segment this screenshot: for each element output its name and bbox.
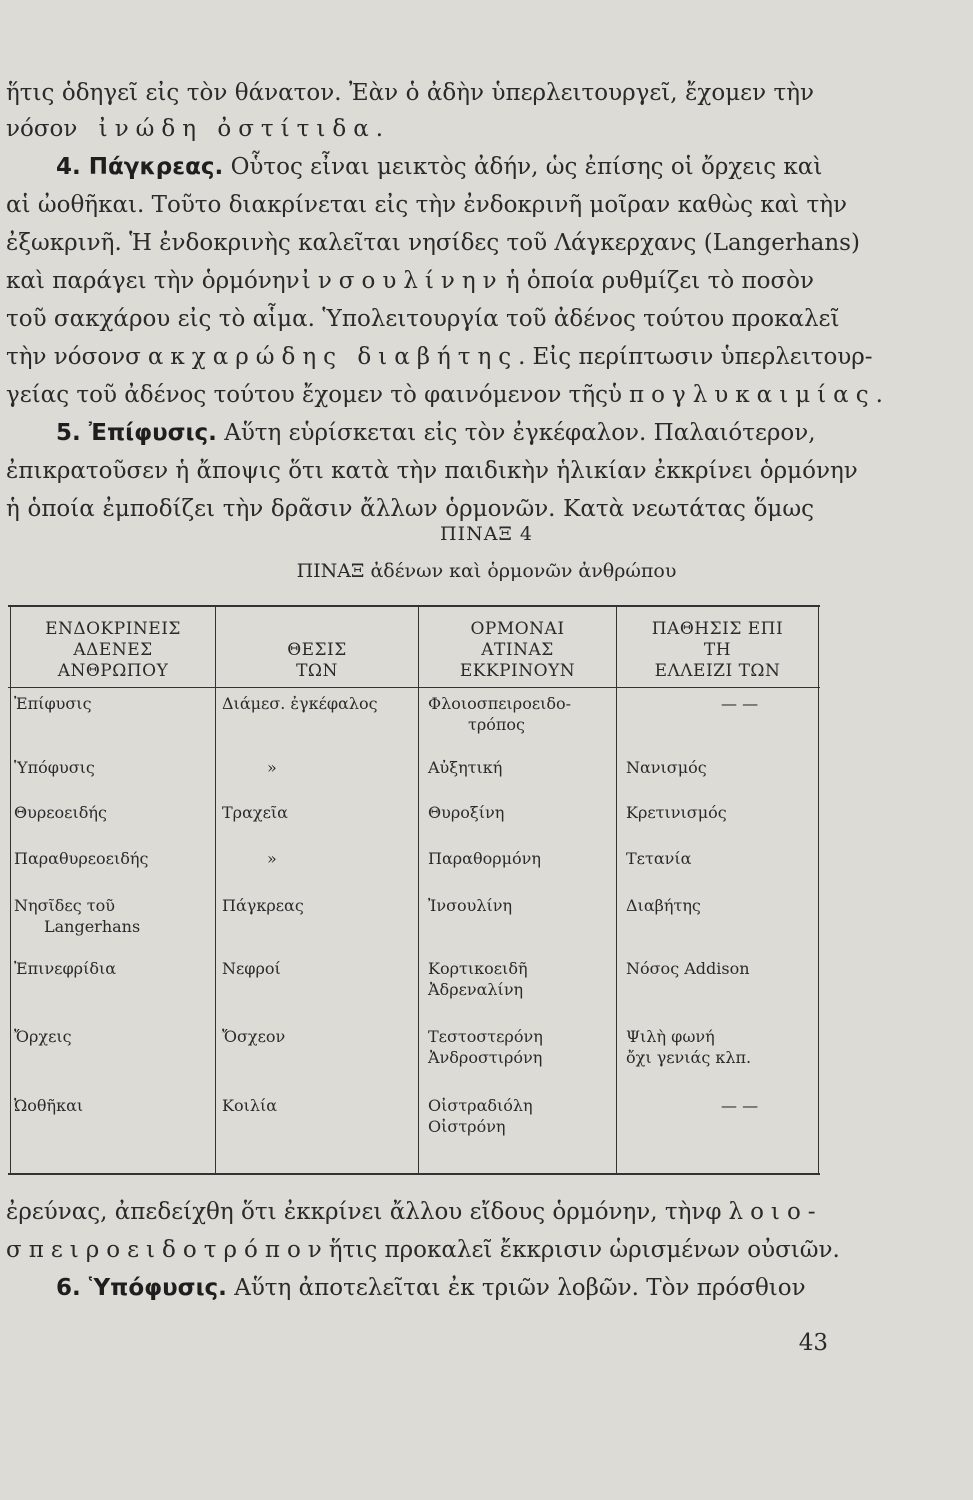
spaced-term: ἰνσουλίνην (301, 268, 504, 294)
cell-text: Φλοιοσπειροειδο- (428, 694, 572, 713)
table-caption-number: ΠΙΝΑΞ 4 (440, 523, 533, 545)
header-text: ΘΕΣΙΣ (287, 640, 347, 660)
section-heading-5: 5. Ἐπίφυσις. (56, 420, 217, 446)
table-cell (428, 757, 502, 778)
table-caption-title: ΠΙΝΑΞ ἀδένων καὶ ὁρμονῶν ἀνθρώπου (296, 560, 677, 582)
table-cell (14, 693, 92, 714)
header-text: ΕΝΔΟΚΡΙΝΕΙΣ (45, 619, 181, 639)
text-line-5: ἐξωκρινῆ. Ἡ ἐνδοκρινὴς καλεῖται νησίδες τοῦ Λάγκερχανς (Langerhans) (6, 230, 860, 256)
text-fragment: ἐρεύνας, ἀπεδείχθη ὅτι ἐκκρίνει ἄλλου εἴδους ὁρμόνην, τὴν (6, 1199, 706, 1225)
page-number: 43 (798, 1330, 828, 1356)
table-cell (14, 802, 107, 823)
header-glands (11, 619, 215, 682)
header-text: ΑΝΘΡΩΠΟΥ (57, 661, 169, 681)
text-line-9 (6, 378, 890, 412)
table-cell (428, 1095, 533, 1137)
cell-text: Θυροξίνη (428, 803, 505, 822)
text-line-1: ἥτις ὁδηγεῖ εἰς τὸν θάνατον. Ἐὰν ὁ ἀδὴν ὑπερλειτουργεῖ, ἔχομεν τὴν (6, 80, 814, 106)
table-cell (428, 848, 541, 869)
table-cell (428, 895, 512, 916)
cell-text: Κορτικοειδῆ (428, 959, 528, 978)
cell-text: Νεφροί (222, 959, 281, 978)
header-text: ΑΤΙΝΑΣ (481, 640, 554, 660)
cell-text: Τραχεῖα (222, 803, 288, 822)
cell-text: Οἰστρόνη (428, 1117, 506, 1136)
text-line-14 (6, 1233, 840, 1267)
text-line-6 (6, 264, 814, 298)
table-column-rule (418, 605, 419, 1175)
text-fragment: Εἰς περίπτωσιν ὑπερλειτουρ- (532, 344, 873, 370)
table-cell (428, 958, 528, 1000)
header-disorders (617, 619, 818, 682)
table-top-rule (8, 605, 820, 607)
table-cell (626, 895, 701, 916)
cell-text: — — (721, 694, 759, 713)
table-cell (14, 848, 148, 869)
text-line-15 (6, 1271, 814, 1305)
text-fragment: ἡ ὁποία ρυθμίζει τὸ ποσὸν (505, 268, 814, 294)
cell-text: ὄχι γενιάς κλπ. (626, 1048, 752, 1067)
text-line-13 (6, 1195, 823, 1229)
table-cell (14, 958, 116, 979)
cell-text: Τεστοστερόνη (428, 1027, 543, 1046)
cell-text: Παραθυρεοειδής (14, 849, 149, 868)
table-cell (14, 757, 95, 778)
cell-text: Διαβήτης (626, 896, 701, 915)
table-cell (626, 757, 707, 778)
text-line-3 (6, 150, 823, 184)
table-cell (14, 895, 140, 937)
section-heading-4: 4. Πάγκρεας. (56, 154, 224, 180)
text-fragment: νόσον (6, 116, 78, 142)
text-fragment: καὶ παράγει τὴν ὁρμόνην (6, 268, 300, 294)
cell-text: Ὄρχεις (14, 1027, 72, 1046)
cell-text: Οἰστραδιόλη (428, 1096, 533, 1115)
text-fragment: ἥτις προκαλεῖ ἔκκρισιν ὡρισμένων οὐσιῶν. (328, 1237, 840, 1263)
text-line-2 (6, 112, 814, 146)
header-text: ΕΛΛΕΙΖΙ ΤΩΝ (654, 661, 781, 681)
table-cell (222, 895, 304, 916)
header-text: ΟΡΜΟΝΑΙ (470, 619, 565, 639)
table-cell (428, 693, 571, 735)
text-line-12: ἡ ὁποία ἐμποδίζει τὴν δρᾶσιν ἄλλων ὁρμονῶν. Κατὰ νεωτάτας ὅμως (6, 496, 814, 522)
table-header-rule (8, 687, 820, 688)
text-fragment: Οὗτος εἶναι μεικτὸς ἀδήν, ὡς ἐπίσης οἱ ὄρχεις καὶ (230, 154, 823, 180)
table-cell (267, 757, 277, 778)
text-line-11: ἐπικρατοῦσεν ἡ ἄποψις ὅτι κατὰ τὴν παιδικὴν ἡλικίαν ἐκκρίνει ὁρμόνην (6, 458, 858, 484)
cell-text: Ψιλὴ φωνή (626, 1027, 715, 1046)
spaced-term: σακχαρώδης διαβήτης. (125, 344, 533, 370)
cell-text: Παραθορμόνη (428, 849, 541, 868)
table-cell (222, 958, 281, 979)
table-right-rule (818, 605, 819, 1175)
table-cell (222, 1095, 277, 1116)
spaced-term: ὑπογλυκαιμίας. (608, 382, 890, 408)
cell-text: Langerhans (44, 917, 141, 936)
cell-text: Πάγκρεας (222, 896, 304, 915)
table-cell (626, 848, 691, 869)
text-fragment: Αὕτη ἀποτελεῖται ἐκ τριῶν λοβῶν. Τὸν πρόσθιον (234, 1275, 806, 1301)
glands-hormones-table (8, 605, 820, 1175)
table-cell (14, 1095, 83, 1116)
text-line-10 (6, 416, 814, 450)
spaced-term: φλοιο- (705, 1199, 823, 1225)
table-cell (626, 802, 727, 823)
spaced-term: ἰνώδη ὀστίτιδα. (98, 116, 391, 142)
table-cell (428, 802, 504, 823)
cell-text: Ἀδρεναλίνη (428, 980, 524, 999)
table-cell (267, 848, 277, 869)
cell-text: Ἐπίφυσις (14, 694, 92, 713)
cell-text: Ἀνδροστιρόνη (428, 1048, 543, 1067)
table-cell (626, 958, 750, 979)
table-cell (721, 1095, 758, 1116)
header-location (216, 640, 418, 682)
table-cell (626, 1026, 751, 1068)
header-hormones (419, 619, 616, 682)
cell-text: — — (721, 1096, 759, 1115)
cell-text: » (267, 849, 277, 868)
table-bottom-rule (8, 1173, 820, 1175)
cell-text: τρόπος (468, 715, 525, 734)
header-text: ΕΚΚΡΙΝΟΥΝ (459, 661, 576, 681)
cell-text: Θυρεοειδής (14, 803, 107, 822)
cell-text: Νανισμός (626, 758, 707, 777)
cell-text: Νησῖδες τοῦ (14, 896, 115, 915)
cell-text: Διάμεσ. ἐγκέφαλος (222, 694, 378, 713)
table-cell (222, 693, 378, 714)
table-cell (222, 802, 288, 823)
cell-text: Νόσος Addison (626, 959, 750, 978)
cell-text: Αὐξητική (428, 758, 503, 777)
cell-text: Ἐπινεφρίδια (14, 959, 117, 978)
cell-text: Ὠοθῆκαι (14, 1096, 84, 1115)
text-fragment: τὴν νόσον (6, 344, 126, 370)
table-cell (721, 693, 758, 714)
cell-text: Ἰνσουλίνη (428, 896, 513, 915)
header-text: ΤΗ (703, 640, 732, 660)
text-line-4: αἱ ὠοθῆκαι. Τοῦτο διακρίνεται εἰς τὴν ἐνδοκρινῆ μοῖραν καθὼς καὶ τὴν (6, 192, 847, 218)
text-line-8 (6, 340, 873, 374)
spaced-term: σπειροειδοτρόπον (6, 1237, 329, 1263)
cell-text: Κοιλία (222, 1096, 278, 1115)
table-cell (222, 1026, 285, 1047)
cell-text: Ὄσχεον (222, 1027, 286, 1046)
table-cell (14, 1026, 72, 1047)
header-text: ΠΑΘΗΣΙΣ ΕΠΙ (651, 619, 784, 639)
header-text: ΤΩΝ (296, 661, 338, 681)
text-line-7: τοῦ σακχάρου εἰς τὸ αἷμα. Ὑπολειτουργία τοῦ ἀδένος τούτου προκαλεῖ (6, 306, 840, 332)
cell-text: Τετανία (626, 849, 692, 868)
header-text: ΑΔΕΝΕΣ (73, 640, 153, 660)
table-column-rule (616, 605, 617, 1175)
text-fragment: Αὕτη εὑρίσκεται εἰς τὸν ἐγκέφαλον. Παλαιότερον, (224, 420, 816, 446)
cell-text: » (267, 758, 277, 777)
cell-text: Κρετινισμός (626, 803, 727, 822)
section-heading-6: 6. Ὑπόφυσις. (56, 1275, 227, 1301)
cell-text: Ὑπόφυσις (14, 758, 95, 777)
text-fragment: γείας τοῦ ἀδένος τούτου ἔχομεν τὸ φαινόμενον τῆς (6, 382, 609, 408)
table-cell (428, 1026, 543, 1068)
table-column-rule (215, 605, 216, 1175)
table-left-rule (10, 605, 11, 1175)
